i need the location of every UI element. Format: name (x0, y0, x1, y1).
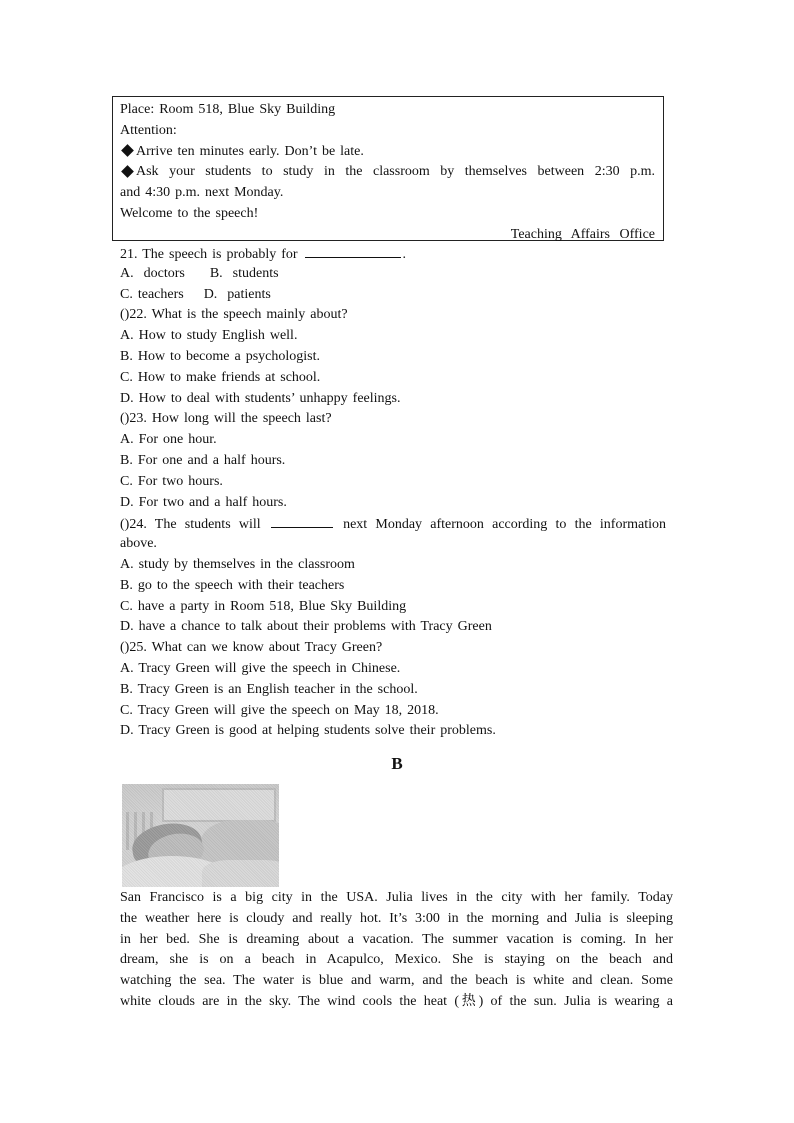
question-25-option-b: B. Tracy Green is an English teacher in the school. (120, 681, 418, 697)
notice-bullet-2-text: Ask your students to study in the classroom by themselves between 2:30 p.m. (136, 164, 655, 180)
passage-b (120, 888, 673, 1013)
answer-blank-21 (305, 243, 401, 258)
question-25-option-a: A. Tracy Green will give the speech in Chinese. (120, 660, 401, 676)
question-22-option-d: D. How to deal with students’ unhappy feelings. (120, 390, 401, 406)
question-21-text: 21. The speech is probably for (120, 247, 298, 262)
question-24-option-c: C. have a party in Room 518, Blue Sky Building (120, 598, 407, 614)
passage-line-6: white clouds are in the sky. The wind cools the heat (热) of the sun. Julia is wearing a (120, 993, 673, 1009)
question-25-option-d: D. Tracy Green is good at helping students solve their problems. (120, 723, 496, 739)
notice-signature: Teaching Affairs Office (510, 226, 655, 242)
question-24-option-d: D. have a chance to talk about their problems with Tracy Green (120, 619, 492, 635)
question-22-option-c: C. How to make friends at school. (120, 369, 321, 385)
question-24-option-b: B. go to the speech with their teachers (120, 577, 345, 593)
diamond-bullet-icon (121, 145, 134, 158)
question-21-options-row-1: A. doctors B. students (120, 265, 279, 281)
notice-place: Place: Room 518, Blue Sky Building (120, 102, 336, 117)
answer-blank-24 (271, 513, 333, 528)
questions-section (120, 243, 666, 742)
question-22-option-a: A. How to study English well. (120, 328, 298, 344)
passage-line-1: San Francisco is a big city in the USA. Julia lives in the city with her family. Today (120, 890, 673, 905)
girl-sleeping-photo (122, 784, 279, 887)
question-24-text-after: next Monday afternoon according to the information (343, 517, 667, 533)
question-21-stem (120, 243, 666, 264)
question-21-options-row-2: C. teachers D. patients (120, 286, 271, 302)
passage-line-2: the weather here is cloudy and really hot. It’s 3:00 in the morning and Julia is sleeping (120, 910, 673, 926)
question-22-stem: ()22. What is the speech mainly about? (120, 307, 348, 323)
question-21-period: . (402, 247, 407, 262)
question-23-option-c: C. For two hours. (120, 473, 223, 489)
notice-bullet-1-text: Arrive ten minutes early. Don’t be late. (136, 143, 364, 159)
notice-bullet-1 (120, 142, 655, 163)
question-24-text-before: ()24. The students will (120, 517, 261, 533)
question-24-stem-line-2: above. (120, 536, 157, 552)
question-24-option-a: A. study by themselves in the classroom (120, 556, 355, 572)
notice-attention-label: Attention: (120, 122, 177, 138)
question-25-option-c: C. Tracy Green will give the speech on May 18, 2018. (120, 702, 439, 718)
diamond-bullet-icon (121, 165, 134, 178)
passage-line-3: in her bed. She is dreaming about a vacation. The summer vacation is coming. In her (120, 931, 673, 947)
question-23-option-b: B. For one and a half hours. (120, 452, 286, 468)
passage-line-5: watching the sea. The water is blue and warm, and the beach is white and clean. Some (120, 973, 673, 989)
notice-bullet-2-line-2: and 4:30 p.m. next Monday. (120, 185, 284, 201)
notice-bullet-2-line-1 (120, 162, 655, 183)
question-23-stem: ()23. How long will the speech last? (120, 411, 332, 427)
passage-line-4: dream, she is on a beach in Acapulco, Mexico. She is staying on the beach and (120, 952, 673, 968)
section-b-heading: B (391, 754, 403, 773)
question-24-stem (120, 513, 666, 534)
question-23-option-d: D. For two and a half hours. (120, 494, 287, 510)
question-25-stem: ()25. What can we know about Tracy Green? (120, 640, 383, 656)
question-22-option-b: B. How to become a psychologist. (120, 348, 320, 364)
notice-box (112, 96, 664, 241)
question-23-option-a: A. For one hour. (120, 432, 217, 448)
notice-welcome: Welcome to the speech! (120, 205, 259, 221)
